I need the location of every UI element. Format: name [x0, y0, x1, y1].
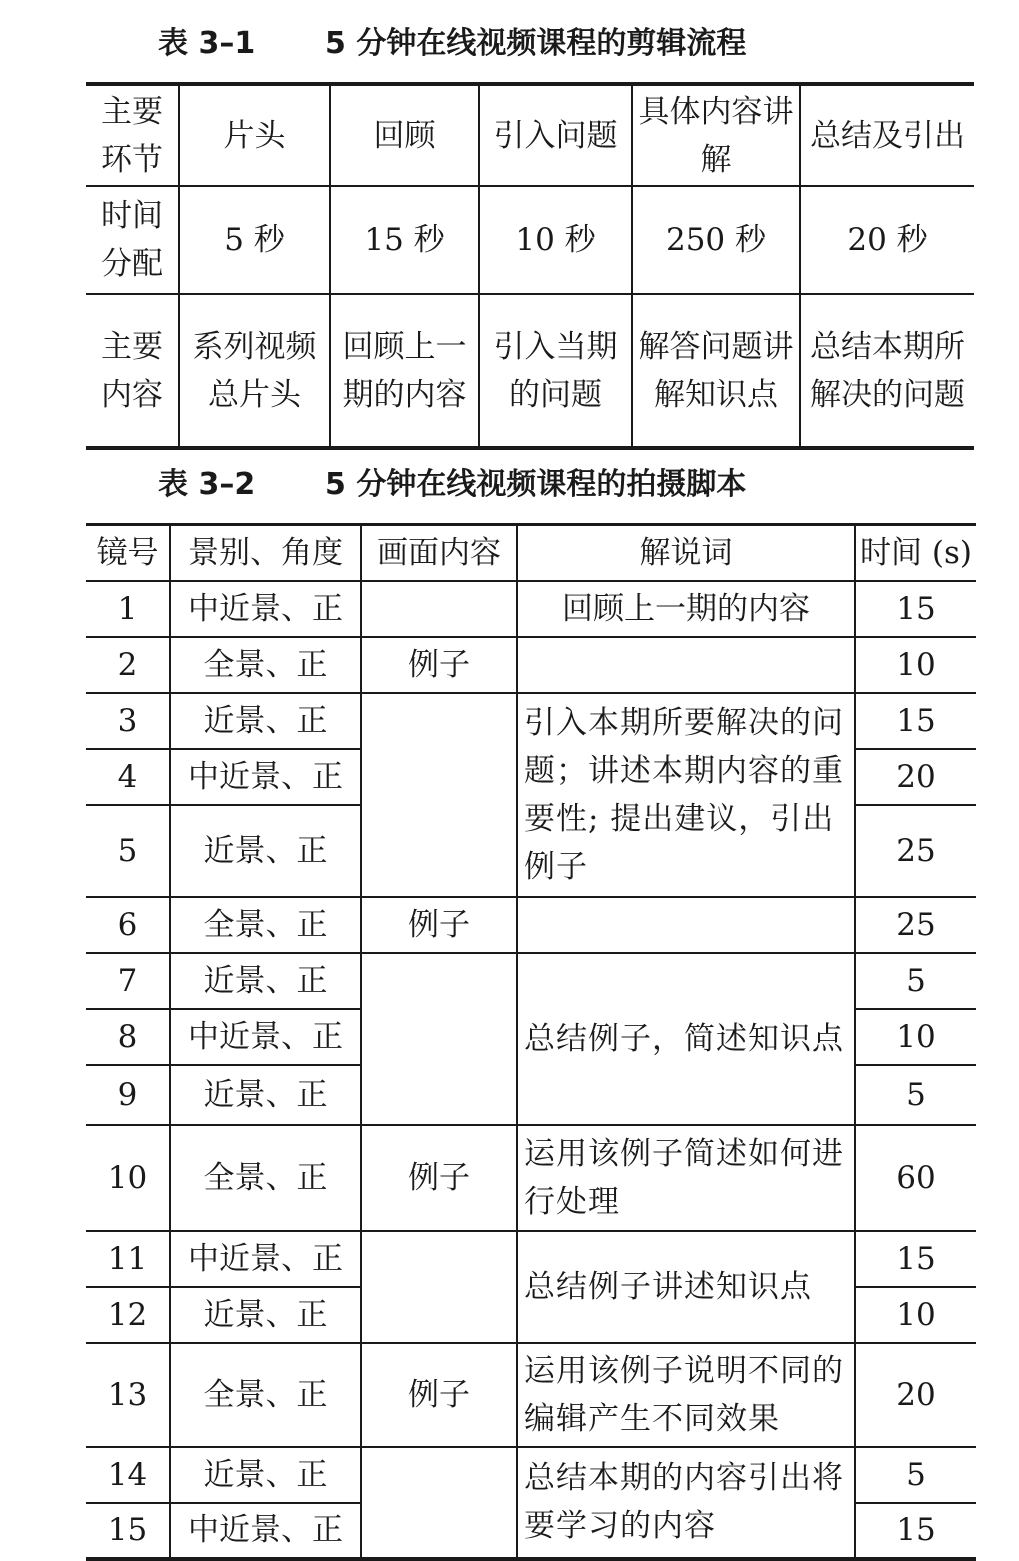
- table-row: [86, 1231, 976, 1287]
- narration-cell: [517, 897, 855, 953]
- table1-cell: 具体内容讲解: [632, 84, 800, 186]
- header-cell-narration: 解说词: [517, 525, 855, 581]
- narration-cell: 运用该例子简述如何进行处理: [517, 1125, 855, 1231]
- table-row: [86, 1447, 976, 1503]
- shot-angle: 近景、正: [170, 1287, 361, 1343]
- shot-number: 2: [86, 637, 170, 693]
- table1-cell: 总结及引出: [800, 84, 974, 186]
- shot-angle: 全景、正: [170, 637, 361, 693]
- table2-caption-title: 5 分钟在线视频课程的拍摄脚本: [325, 467, 747, 502]
- shot-angle: 全景、正: [170, 1343, 361, 1447]
- shot-time: 25: [855, 897, 976, 953]
- shot-angle: 中近景、正: [170, 581, 361, 637]
- shot-time: 15: [855, 581, 976, 637]
- shot-time: 10: [855, 637, 976, 693]
- shot-angle: 中近景、正: [170, 1503, 361, 1559]
- shot-time: 15: [855, 1503, 976, 1559]
- scene-cell: 例子: [361, 1343, 517, 1447]
- narration-cell: 回顾上一期的内容: [517, 581, 855, 637]
- shot-time: 15: [855, 1231, 976, 1287]
- table1-row-header: 时间分配: [86, 186, 179, 294]
- table-row: [86, 1343, 976, 1447]
- shot-number: 11: [86, 1231, 170, 1287]
- shot-number: 13: [86, 1343, 170, 1447]
- scene-cell: [361, 693, 517, 897]
- table1-row-content: [86, 294, 974, 448]
- shot-number: 9: [86, 1065, 170, 1125]
- shot-number: 6: [86, 897, 170, 953]
- shot-time: 10: [855, 1009, 976, 1065]
- shot-time: 15: [855, 693, 976, 749]
- table1-caption: [0, 24, 1019, 64]
- shot-number: 5: [86, 805, 170, 897]
- table1-caption-title: 5 分钟在线视频课程的剪辑流程: [325, 26, 747, 61]
- scene-cell: [361, 581, 517, 637]
- shot-number: 15: [86, 1503, 170, 1559]
- shot-angle: 近景、正: [170, 953, 361, 1009]
- table1-cell: 5 秒: [179, 186, 330, 294]
- table-row: [86, 693, 976, 749]
- narration-cell: 引入本期所要解决的问题；讲述本期内容的重要性; 提出建议，引出例子: [517, 693, 855, 897]
- narration-cell: 总结例子讲述知识点: [517, 1231, 855, 1343]
- table1-cell: 250 秒: [632, 186, 800, 294]
- shot-angle: 中近景、正: [170, 1231, 361, 1287]
- table1-cell: 系列视频总片头: [179, 294, 330, 448]
- table1-cell: 回顾上一期的内容: [330, 294, 479, 448]
- shot-angle: 近景、正: [170, 1447, 361, 1503]
- shot-time: 60: [855, 1125, 976, 1231]
- shot-angle: 中近景、正: [170, 1009, 361, 1065]
- header-cell-time: 时间 (s): [855, 525, 976, 581]
- table-row: [86, 1125, 976, 1231]
- shot-time: 5: [855, 1065, 976, 1125]
- table1-cell: 引入当期的问题: [479, 294, 632, 448]
- shot-number: 1: [86, 581, 170, 637]
- narration-cell: 运用该例子说明不同的编辑产生不同效果: [517, 1343, 855, 1447]
- header-cell-shot-no: 镜号: [86, 525, 170, 581]
- shot-number: 8: [86, 1009, 170, 1065]
- shot-time: 20: [855, 749, 976, 805]
- scene-cell: 例子: [361, 897, 517, 953]
- shooting-script-table: [86, 523, 976, 1561]
- table1-cell: 回顾: [330, 84, 479, 186]
- table2-header-row: [86, 525, 976, 581]
- shot-number: 12: [86, 1287, 170, 1343]
- table1-cell: 解答问题讲解知识点: [632, 294, 800, 448]
- table-row: [86, 581, 976, 637]
- table1-cell: 10 秒: [479, 186, 632, 294]
- narration-cell: [517, 637, 855, 693]
- shot-number: 3: [86, 693, 170, 749]
- table1-caption-number: 表 3–1: [158, 26, 256, 61]
- shot-number: 14: [86, 1447, 170, 1503]
- table1-cell: 引入问题: [479, 84, 632, 186]
- table1-cell: 15 秒: [330, 186, 479, 294]
- scene-cell: [361, 953, 517, 1125]
- shot-time: 20: [855, 1343, 976, 1447]
- shot-angle: 近景、正: [170, 805, 361, 897]
- shot-angle: 近景、正: [170, 693, 361, 749]
- table-row: [86, 637, 976, 693]
- table2-caption-number: 表 3–2: [158, 467, 256, 502]
- header-cell-scene: 画面内容: [361, 525, 517, 581]
- shot-angle: 近景、正: [170, 1065, 361, 1125]
- table1-row-time: [86, 186, 974, 294]
- shot-time: 5: [855, 953, 976, 1009]
- shot-angle: 中近景、正: [170, 749, 361, 805]
- shot-number: 4: [86, 749, 170, 805]
- shot-time: 10: [855, 1287, 976, 1343]
- table1-row-header: 主要环节: [86, 84, 179, 186]
- shot-time: 25: [855, 805, 976, 897]
- table1-row-header: 主要内容: [86, 294, 179, 448]
- narration-cell: 总结例子，简述知识点: [517, 953, 855, 1125]
- shot-number: 10: [86, 1125, 170, 1231]
- table1-row-sections: [86, 84, 974, 186]
- scene-cell: [361, 1231, 517, 1343]
- table1-cell: 片头: [179, 84, 330, 186]
- table-row: [86, 953, 976, 1009]
- scene-cell: 例子: [361, 637, 517, 693]
- header-cell-shot-angle: 景别、角度: [170, 525, 361, 581]
- scene-cell: 例子: [361, 1125, 517, 1231]
- scene-cell: [361, 1447, 517, 1559]
- shot-number: 7: [86, 953, 170, 1009]
- table-row: [86, 897, 976, 953]
- table2-caption: [0, 465, 1019, 505]
- shot-angle: 全景、正: [170, 897, 361, 953]
- shot-time: 5: [855, 1447, 976, 1503]
- narration-cell: 总结本期的内容引出将要学习的内容: [517, 1447, 855, 1559]
- table1-cell: 20 秒: [800, 186, 974, 294]
- editing-workflow-table: [86, 82, 974, 450]
- table1-cell: 总结本期所解决的问题: [800, 294, 974, 448]
- shot-angle: 全景、正: [170, 1125, 361, 1231]
